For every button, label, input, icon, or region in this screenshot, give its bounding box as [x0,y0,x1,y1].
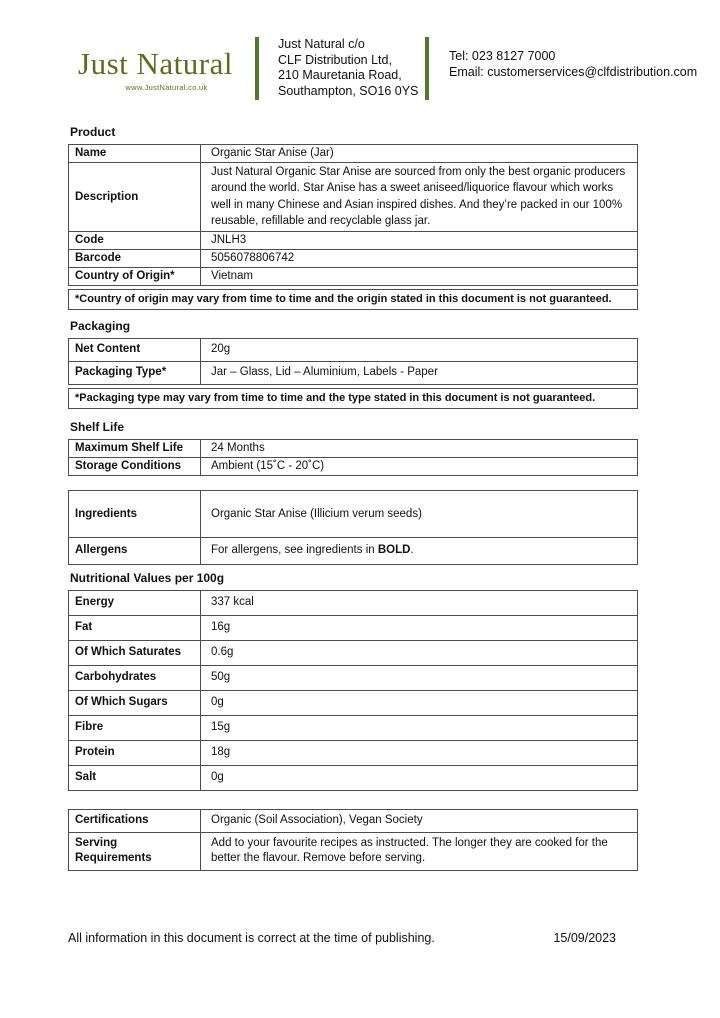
row-value: 16g [201,616,638,641]
row-label: Of Which Saturates [69,641,201,666]
publish-date: 15/09/2023 [553,931,616,945]
row-value: Vietnam [201,268,638,286]
address-line: 210 Mauretania Road, [278,68,402,83]
product-table [68,144,638,286]
row-value [201,538,638,565]
table-row [69,145,638,163]
row-label: Ingredients [69,491,201,538]
section-heading-product: Product [70,125,116,139]
row-label: Name [69,145,201,163]
brand-logo [78,36,255,92]
table-row [69,250,638,268]
row-value: 50g [201,666,638,691]
section-heading-shelf-life: Shelf Life [70,420,125,435]
row-label: Net Content [69,339,201,362]
row-value: 24 Months [201,440,638,458]
header-divider-bar [255,37,259,100]
table-row [69,440,638,458]
shelf-life-table [68,439,638,476]
email-address: Email: customerservices@clfdistribution.com [449,65,698,79]
row-value: 0g [201,691,638,716]
row-value: 20g [201,339,638,362]
table-row [69,833,638,871]
origin-footnote: *Country of origin may vary from time to time and the origin stated in this document is not guaranteed. [68,289,638,310]
header-divider-bar [425,37,429,100]
row-label: Fat [69,616,201,641]
table-row [69,232,638,250]
brand-logo-text: Just Natural [78,46,233,81]
row-value: Organic Star Anise (Jar) [201,145,638,163]
address-line: Just Natural c/o [278,37,365,51]
packaging-table [68,338,638,385]
row-label: Storage Conditions [69,458,201,476]
address-line: CLF Distribution Ltd, [278,52,392,67]
row-value: 15g [201,716,638,741]
row-label: Packaging Type* [69,362,201,385]
allergen-text: . [410,544,414,557]
document-header [0,0,720,100]
table-row [69,666,638,691]
table-row [69,491,638,538]
nutrition-table [68,590,638,791]
row-value: Jar – Glass, Lid – Aluminium, Labels - Paper [201,362,638,385]
table-row [69,810,638,833]
row-value: Add to your favourite recipes as instructed. The longer they are cooked for the better the flavour. Remove before serving. [201,833,638,871]
row-value: 18g [201,741,638,766]
row-label: Allergens [69,538,201,565]
certifications-table [68,809,638,871]
row-label: Salt [69,766,201,791]
company-address [278,36,425,99]
row-value: 5056078806742 [201,250,638,268]
row-label: Serving Requirements [69,833,201,871]
row-label: Carbohydrates [69,666,201,691]
row-value: Ambient (15˚C - 20˚C) [201,458,638,476]
brand-website-url: www.JustNatural.co.uk [125,83,208,92]
row-label: Code [69,232,201,250]
row-label: Country of Origin* [69,268,201,286]
row-label: Certifications [69,810,201,833]
allergen-bold-text: BOLD [377,544,411,557]
table-row [69,691,638,716]
row-label: Description [69,163,201,232]
row-value: JNLH3 [201,232,638,250]
row-label: Protein [69,741,201,766]
table-row [69,268,638,286]
phone-number: Tel: 023 8127 7000 [449,49,556,63]
table-row [69,538,638,565]
section-heading-packaging: Packaging [70,319,131,334]
row-value: Organic Star Anise (Illicium verum seeds) [201,491,638,538]
row-label: Of Which Sugars [69,691,201,716]
address-line: Southampton, SO16 0YS [278,83,419,98]
row-value: 0g [201,766,638,791]
row-value: 0.6g [201,641,638,666]
row-value: Just Natural Organic Star Anise are sourced from only the best organic producers around the world. Star Anise has a sweet aniseed/liquorice flavour which works well in many Chinese and Asian inspired dishes. And they’re packed in our 100% reusable, refillable and recyclable glass jar. [201,163,638,232]
section-heading-nutrition: Nutritional Values per 100g [70,571,225,586]
row-label: Maximum Shelf Life [69,440,201,458]
row-label: Fibre [69,716,201,741]
table-row [69,163,638,232]
footer-disclaimer: All information in this document is correct at the time of publishing. [68,931,435,945]
row-label: Barcode [69,250,201,268]
row-label: Energy [69,591,201,616]
table-row [69,616,638,641]
company-contact [449,36,697,80]
table-row [69,741,638,766]
packaging-footnote: *Packaging type may vary from time to time and the type stated in this document is not guaranteed. [68,388,638,409]
row-value: Organic (Soil Association), Vegan Society [201,810,638,833]
table-row [69,591,638,616]
table-row [69,766,638,791]
table-row [69,362,638,385]
allergen-text: For allergens, see ingredients in [211,544,378,557]
table-row [69,716,638,741]
document-footer [68,931,616,945]
table-row [69,458,638,476]
row-value: 337 kcal [201,591,638,616]
ingredients-table [68,490,638,565]
table-row [69,641,638,666]
document-body [68,125,638,871]
table-row [69,339,638,362]
